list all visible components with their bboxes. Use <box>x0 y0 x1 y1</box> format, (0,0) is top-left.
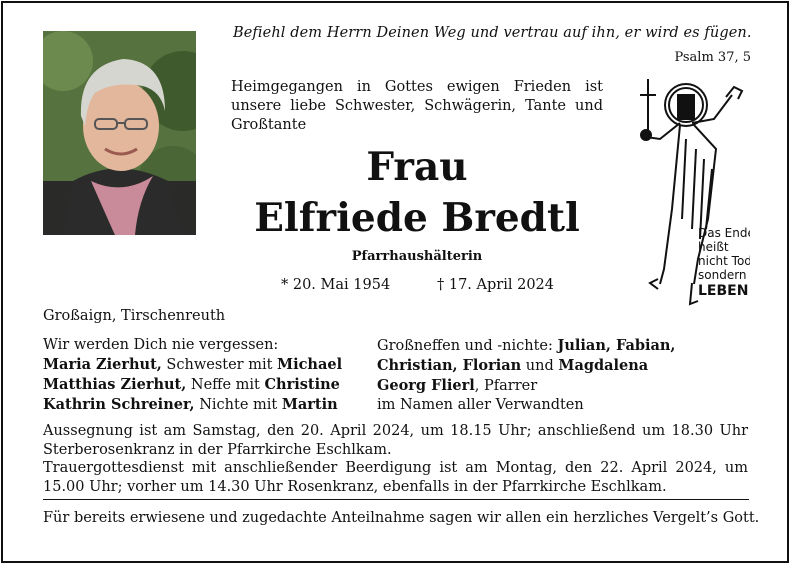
place-of-residence: Großaign, Tirschenreuth <box>43 308 226 324</box>
mourners-left-line-4 <box>43 395 342 415</box>
resurrection-emblem <box>636 79 750 311</box>
mourner-relation: Schwester mit <box>161 357 278 373</box>
mourner-name: Matthias Zierhut, <box>43 376 187 393</box>
portrait-photo <box>43 31 196 235</box>
obituary-notice <box>1 1 789 563</box>
mourner-name: Maria Zierhut, <box>43 356 162 373</box>
psalm-reference: Psalm 37, 5 <box>674 50 751 65</box>
mourners-right-line-1 <box>377 336 675 356</box>
mourner-name: Georg Flierl <box>377 377 475 394</box>
mourners-left-line-2 <box>43 355 342 375</box>
mourner-name: Kathrin Schreiner, <box>43 396 195 413</box>
service-info-1: Aussegnung ist am Samstag, den 20. April 2024, um 18.15 Uhr; anschließend um 18.30 Uhr Sterberosenkranz in der Pfarrkirche Eschlkam. <box>43 423 748 458</box>
mourner-relation: Großneffen und -nichte: <box>377 338 558 354</box>
mourner-name: Julian, Fabian, <box>557 337 676 354</box>
mourner-relation: Nichte mit <box>194 397 282 413</box>
bible-quote: Befiehl dem Herrn Deinen Weg und vertrau auf ihn, er wird es fügen. <box>233 25 752 41</box>
emblem-line-4: sondern <box>698 268 747 282</box>
mourner-relation: , Pfarrer <box>474 378 538 394</box>
mourners-left-line-1: Wir werden Dich nie vergessen: <box>43 337 279 353</box>
emblem-line-2: heißt <box>698 240 729 254</box>
mourners-right-line-4: im Namen aller Verwandten <box>377 397 584 413</box>
deceased-name: Elfriede Bredtl <box>254 195 580 241</box>
mourner-relation: Neffe mit <box>186 377 265 393</box>
birth-date: * 20. Mai 1954 <box>281 277 391 293</box>
mourner-relation: und <box>521 358 559 374</box>
mourner-name: Martin <box>281 396 338 413</box>
emblem-line-3: nicht Tod <box>698 254 750 268</box>
mourners-left-line-3 <box>43 375 342 395</box>
intro-text: Heimgegangen in Gottes ewigen Frieden ist unsere liebe Schwester, Schwägerin, Tante und Großtante <box>231 79 603 133</box>
mourners-right-line-3 <box>377 376 675 396</box>
service-info-2: Trauergottesdienst mit anschließender Beerdigung ist am Montag, den 22. April 2024, um 15.00 Uhr; vorher um 14.30 Uhr Rosenkranz, ebenfalls in der Pfarrkirche Eschlkam. <box>43 460 748 495</box>
death-date: † 17. April 2024 <box>437 277 554 293</box>
mourner-name: Michael <box>277 356 343 373</box>
emblem-line-1: Das Ende <box>698 226 750 240</box>
mourners-right-column <box>377 336 675 415</box>
mourner-name: Christian, Florian <box>377 357 522 374</box>
mourner-name: Magdalena <box>558 357 649 374</box>
salutation: Frau <box>366 144 468 190</box>
mourners-right-line-2 <box>377 356 675 376</box>
mourner-name: Christine <box>264 376 340 393</box>
thanks-text: Für bereits erwiesene und zugedachte Anteilnahme sagen wir allen ein herzliches Vergelt’s Gott. <box>43 510 760 526</box>
divider <box>43 499 749 500</box>
emblem-line-5: LEBEN <box>698 283 749 299</box>
occupation: Pfarrhaushälterin <box>351 249 483 264</box>
mourners-left-column <box>43 336 342 415</box>
